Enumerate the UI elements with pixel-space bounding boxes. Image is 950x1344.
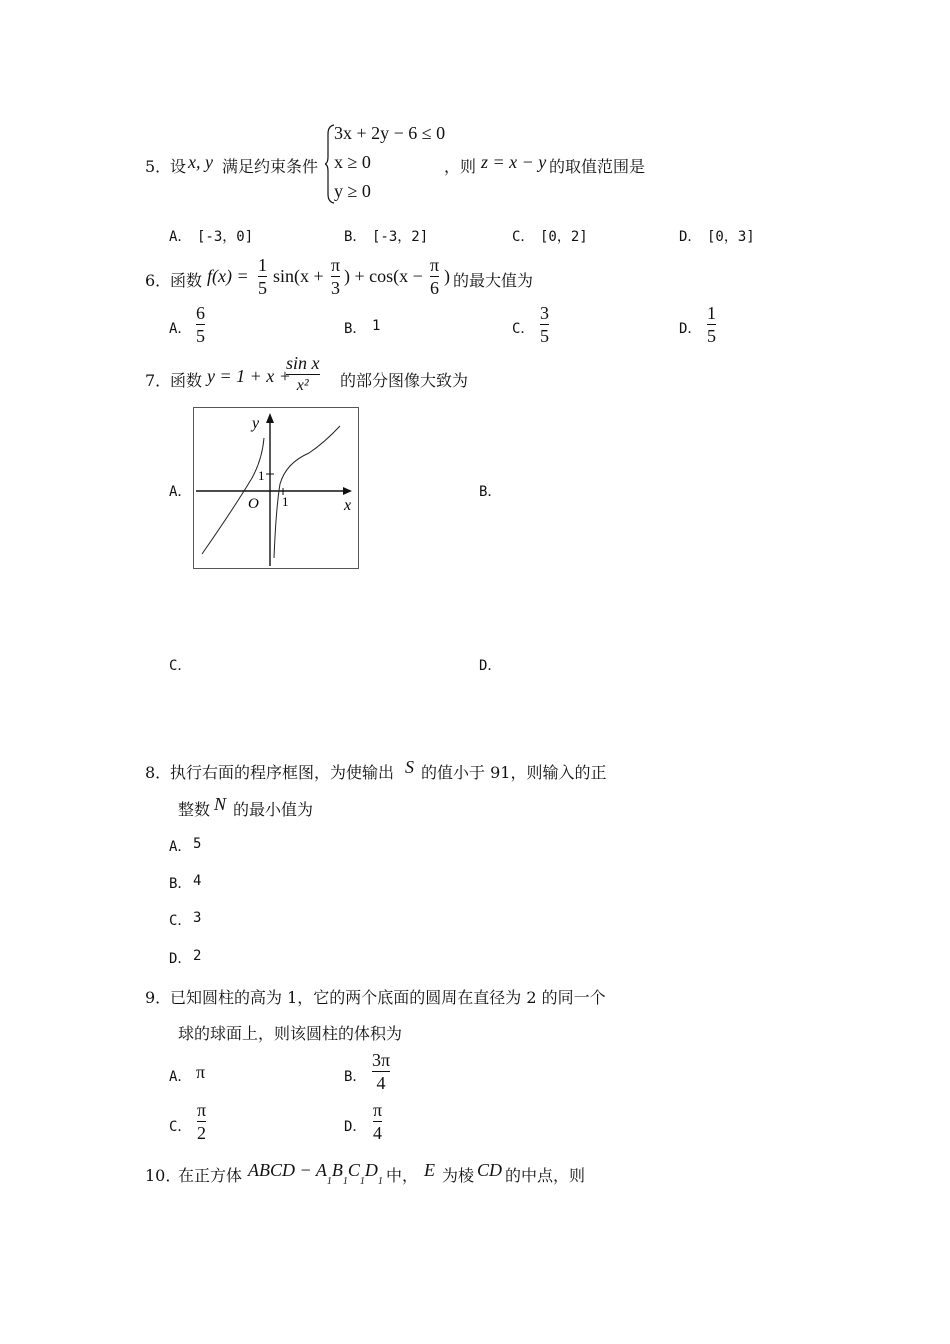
- q7-graph-a-svg: [194, 408, 358, 568]
- curve-right-branch: [274, 426, 340, 558]
- q10-cube-b: B: [331, 1160, 343, 1180]
- q6-option-b: 1: [372, 318, 381, 334]
- q5-option-d-label: D．: [679, 229, 702, 245]
- q10-cube-c: C: [347, 1160, 360, 1180]
- q5-number: 5．: [145, 157, 172, 176]
- q6-frac-1: [258, 254, 267, 299]
- q8-option-a: 5: [193, 836, 202, 852]
- q7-frac: [286, 352, 320, 397]
- q6-frac-2-den: 3: [331, 278, 341, 298]
- q5-text-after-pre: ，则: [444, 157, 477, 176]
- q5-option-a: [-3，0]: [197, 229, 254, 245]
- q5-text-before: 设: [170, 157, 187, 176]
- q6-option-c-num: 3: [540, 303, 549, 323]
- q10-text-a: 在正方体: [178, 1166, 243, 1185]
- q10-text-b: 中，: [386, 1166, 419, 1185]
- q9-option-d: [373, 1099, 382, 1144]
- q6-frac-3-num: π: [430, 255, 440, 275]
- q8-option-c: 3: [193, 910, 202, 926]
- q7-number: 7．: [145, 371, 172, 390]
- q5-constraint-1: 3x + 2y − 6 ≤ 0: [334, 123, 446, 143]
- q10-number: 10．: [145, 1166, 182, 1185]
- q8-option-a-label: A．: [169, 839, 192, 855]
- q8-option-d: 2: [193, 948, 202, 964]
- q10-sub-c: 1: [359, 1176, 365, 1187]
- q10-text-c: 为棱: [442, 1166, 475, 1185]
- q6-option-a-label: A．: [169, 321, 192, 337]
- q5-text-after: 的取值范围是: [549, 157, 646, 176]
- q5-constraint-2: x ≥ 0: [334, 152, 371, 172]
- q9-option-c: [197, 1099, 206, 1144]
- q9-line2: 球的球面上，则该圆柱的体积为: [178, 1024, 403, 1043]
- q5-option-b: [-3，2]: [372, 229, 429, 245]
- q6-option-d-label: D．: [679, 321, 702, 337]
- graph-x-label: x: [344, 497, 352, 514]
- q7-option-a-label: A．: [169, 484, 192, 500]
- q6-text-after: 的最大值为: [453, 271, 534, 290]
- q6-option-a-num: 6: [196, 303, 205, 323]
- q6-frac-3-den: 6: [430, 278, 440, 298]
- q9-number: 9．: [145, 988, 172, 1007]
- q10-var-e: E: [424, 1160, 435, 1180]
- q9-option-c-num: π: [197, 1100, 207, 1120]
- q8-option-b: 4: [193, 873, 202, 889]
- q5-option-c-label: C．: [512, 229, 535, 245]
- q5-vars: x, y: [188, 152, 213, 172]
- q6-frac-1-num: 1: [258, 255, 267, 275]
- q9-option-b-num: 3π: [372, 1050, 391, 1070]
- q6-number: 6．: [145, 271, 172, 290]
- q5-expr: z = x − y: [481, 152, 547, 172]
- q8-option-b-label: B．: [169, 876, 192, 892]
- q6-option-a-den: 5: [196, 326, 205, 346]
- q8-line2-a: 整数: [178, 800, 211, 819]
- q5-text-mid: 满足约束条件: [222, 157, 319, 176]
- q9-option-b: [372, 1049, 390, 1094]
- q8-line1-b: 的值小于 91，则输入的正: [421, 763, 607, 782]
- q6-option-c: [540, 302, 549, 347]
- q6-func: f(x) =: [207, 266, 249, 286]
- q6-option-d-num: 1: [707, 303, 716, 323]
- q8-number: 8．: [145, 763, 172, 782]
- graph-y-label: y: [252, 415, 260, 432]
- graph-x-one-label: 1: [282, 494, 289, 509]
- q5-option-a-label: A．: [169, 229, 192, 245]
- q6-frac-2: [331, 254, 340, 299]
- q9-option-d-label: D．: [344, 1119, 367, 1135]
- q7-option-b-label: B．: [479, 484, 502, 500]
- q6-close: ): [444, 266, 450, 286]
- q10-var-cd: CD: [477, 1160, 503, 1180]
- q6-part-cos: ) + cos(x −: [344, 266, 423, 286]
- q6-option-d-den: 5: [707, 326, 716, 346]
- graph-origin-label: O: [248, 496, 259, 512]
- q8-option-d-label: D．: [169, 951, 192, 967]
- q10-sub-b: 1: [342, 1176, 348, 1187]
- q9-option-c-label: C．: [169, 1119, 192, 1135]
- q7-frac-den: x²: [296, 377, 309, 394]
- q9-option-b-label: B．: [344, 1069, 367, 1085]
- q7-text-before: 函数: [170, 371, 203, 390]
- q6-part-sin: sin(x +: [273, 266, 324, 286]
- q6-option-d: [707, 302, 716, 347]
- q9-option-b-den: 4: [376, 1073, 386, 1093]
- q6-frac-1-den: 5: [258, 278, 267, 298]
- q10-cube-d: D: [364, 1160, 378, 1180]
- q10-cube-head: ABCD − A: [248, 1160, 327, 1180]
- q7-text-after: 的部分图像大致为: [340, 371, 469, 390]
- q6-option-c-label: C．: [512, 321, 535, 337]
- q8-line2-b: 的最小值为: [233, 800, 314, 819]
- q5-option-d: [0，3]: [707, 229, 755, 245]
- q7-option-d-label: D．: [479, 658, 502, 674]
- x-axis-arrow-icon: [343, 487, 352, 495]
- y-axis-arrow-icon: [266, 413, 274, 423]
- q7-frac-num: sin x: [286, 353, 320, 373]
- graph-y-one-label: 1: [258, 468, 265, 483]
- q7-graph-a: [193, 407, 359, 569]
- q8-option-c-label: C．: [169, 913, 192, 929]
- q7-func: y = 1 + x +: [207, 366, 291, 386]
- q6-frac-3: [430, 254, 439, 299]
- q6-option-b-label: B．: [344, 321, 367, 337]
- q7-option-c-label: C．: [169, 658, 192, 674]
- q6-frac-2-num: π: [331, 255, 341, 275]
- q5-option-b-label: B．: [344, 229, 367, 245]
- q9-line1: 已知圆柱的高为 1，它的两个底面的圆周在直径为 2 的同一个: [170, 988, 606, 1007]
- q9-option-d-num: π: [373, 1100, 383, 1120]
- q9-option-c-den: 2: [197, 1123, 207, 1143]
- q6-option-c-den: 5: [540, 326, 549, 346]
- q10-sub-a: 1: [326, 1176, 332, 1187]
- q10-cube: [248, 1160, 383, 1187]
- q6-text-before: 函数: [170, 271, 203, 290]
- q5-constraint-3: y ≥ 0: [334, 181, 371, 201]
- q8-var-s: S: [405, 757, 414, 777]
- q9-option-a-label: A．: [169, 1069, 192, 1085]
- q10-sub-d: 1: [377, 1176, 383, 1187]
- q10-text-d: 的中点，则: [505, 1166, 586, 1185]
- q8-line1-a: 执行右面的程序框图，为使输出: [170, 763, 395, 782]
- q6-option-a: [196, 302, 205, 347]
- q9-option-d-den: 4: [373, 1123, 383, 1143]
- q8-var-n: N: [214, 794, 227, 814]
- q9-option-a: π: [196, 1062, 206, 1082]
- q5-option-c: [0，2]: [540, 229, 588, 245]
